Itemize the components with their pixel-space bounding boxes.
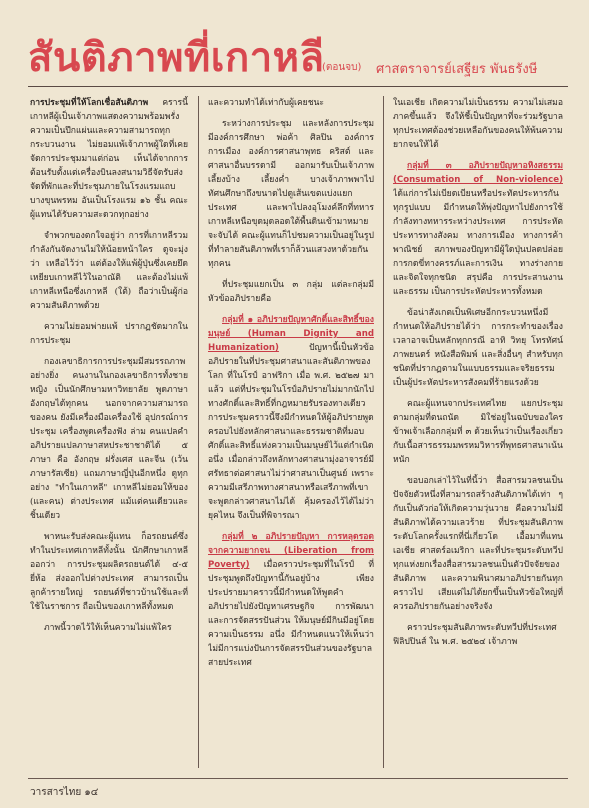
paragraph [393, 159, 563, 299]
paragraph: ความไม่ยอมพ่ายแพ้ ปรากฏชัดมากในการประชุม [30, 322, 188, 346]
page-footer: วารสารไทย ๑๔ [30, 787, 99, 798]
article-part-label: (ตอนจบ) [322, 62, 362, 73]
paragraph [208, 530, 374, 670]
paragraph: คราวประชุมสันติภาพระดับทวีปที่ประเทศฟิลิปปินส์ ใน พ.ศ. ๒๕๒๔ เจ้าภาพ [393, 623, 557, 647]
group-1-heading: กลุ่มที่ ๑ อภิปรายปัญหาศักดิ์และสิทธิ์ของมนุษย์ (Human Dignity and Humanization) [208, 315, 374, 353]
paragraph: พาหนะรับส่งคณะผู้แทน ก็อรถยนต์ซึ่งทำในประเทศเกาหลีทั้งนั้น นักศึกษาเกาหลีออกว่า การประชุมผลิตรถยนต์ได้ ๔-๕ ยี่ห้อ ส่งออกไปต่างประเทศ สามารถเป็นลูกค้ารายใหญ่ รถยนต์ที่ชาวบ้านใช้และที่ใช้ในราชการ ถือเป็นของเกาหลีทั้งหมด [30, 532, 188, 612]
paragraph-text: เมื่อคราวประชุมที่ในโรป์ ที่ประชุมพูดถึงปัญหานี้กันอยู่บ้าง เพียงประปรายมาคราวนี้มีกำหนดให้พูดคำอภิปรายไปยังปัญหาเศรษฐกิจ การพัฒนา และการจัดสรรปันส่วน ให้มนุษย์มีกินมีอยู่โดยความเป็นธรรม อนึ่ง มีกำหนดแนวให้เห็นว่าไม่มีการแบ่งปันการจัดสรรปันส่วนของรัฐบาลสายประเทศ [208, 560, 374, 668]
text-column-2 [208, 96, 374, 768]
paragraph: คณะผู้แทนจากประเทศไทย แยกประชุมตามกลุ่มที่ตนถนัด มิใช่อยู่ในฉบับของใคร ข้าพเจ้าเลือกกลุ่มที่ ๓ ด้วยเห็นว่าเป็นเรื่องเกี่ยวกับเนื้อสารธรรมมพรหมวิหารที่พุทธศาสนาเน้นหนัก [393, 399, 563, 465]
group-2-heading: กลุ่มที่ ๒ อภิปรายปัญหา การหลุดรอดจากความยากจน (Liberation from Poverty) [208, 532, 374, 570]
paragraph: กองเลขาธิการการประชุมมีสมรรถภาพอย่างยิ่ง คนงานในกองเลขาธิการทั้งชายหญิง เป็นนักศึกษามหาวิทยาลัย พูดภาษาอังกฤษได้ทุกคน นอกจากความสามารถของคน ยังมีเครื่องมือเครื่องใช้ อุปกรณ์การประชุม เครื่องพูดเครื่องฟัง ล่าม คนแปลคำอภิปรายแปลภาษาสหประชาชาติได้ ๕ ภาษา คือ อังกฤษ ฝรั่งเศส และจีน (เว้นภาษารัสเซีย) แถมภาษาญี่ปุ่นอีกหนึ่ง ดูทุกอย่าง "ทำในเกาหลี" เกาหลีไม่ยอมให้ของ (และคน) ต่างประเทศ แม้แต่คนเดียวและชิ้นเดียว [30, 357, 188, 521]
paragraph: ระหว่างการประชุม และหลังการประชุม มีองค์การศึกษา พ่อค้า ศิลปิน องค์การการเมือง องค์การศาสนาพุทธ คริสต์ และศาสนาอื่นบรรดามี ออกมารับเป็นเจ้าภาพเลี้ยงบ้าง เลี้ยงค่ำ บางเจ้าภาพพาไปทัศนศึกษาถึงขนาดไปดูเส้นเขตแบ่งแยกประเทศ และพาไปลงอุโมงค์ลึกที่ทหารเกาหลีเหนือขุดมุดลอดใต้พื้นดินเข้ามาหมายจะจับได้ คณะผู้แทนก็ไปชมความเป็นอยู่ในรูปที่ทำลายสันติภาพที่เราก็ล้วนแสวงหาด้วยกันทุกคน [208, 119, 374, 269]
paragraph-text: ได้แก่การไม่เบียดเบียนหรือประทัตประหารกันทุกรูปแบบ มีกำหนดให้พุ่งปัญหาไปยังการใช้กำลังทางทหารระหว่างประเทศ การประหัตประหารทางสังคม ทางการเมือง ทางการค้าพาณิชย์ สภาพของปัญหามีผู้ใดปุ่นปลดปล่อย การกดขี่ทางครรภ์และการเงิน ทางร่างกายและจิตใจทุกชนิด สรุปคือ การประสานงานและธรรม เป็นการประหัตประหารทั้งหมด [393, 189, 563, 297]
paragraph: ในเอเชีย เกิดความไม่เป็นธรรม ความไม่เสมอภาคขึ้นแล้ว จึงให้ชี้เป็นปัญหาที่จะร่วมรัฐบาลทุกประเทศต้องช่วยเหลือกันของคนให้พ้นความยากจนให้ได้ [393, 98, 563, 150]
paragraph: ขอบอกเล่าไว้ในที่นี้ว่า สื่อสารมวลชนเป็นปัจจัยตัวหนึ่งที่สามารถสร้างสันติภาพได้เท่า ๆ กับเป็นตัวก่อให้เกิดความวุ่นวาย คือความไม่มีสันติภาพได้ความเลวร้าย ที่ประชุมสันติภาพระดับโลกครั้งแรกที่นี่เกี่ยวโด เอื้อมาที่แทนเอเชีย ศาสตร์อเมริกา และที่ประชุมระดับทวีปทุกแห่งยกเรื่องสื่อสารมวลชนเป็นตัวปัจจัยของสันติภาพ และความพินาศมาอภิปรายกันทุกคราวไป เสียแต่ไม่ได้ยกขึ้นเป็นหัวข้อใหญ่ที่ควรอภิปรายกันอย่างจริงจัง [393, 476, 563, 612]
paragraph-text: ปัญหานี้เป็นหัวข้ออภิปรายในที่ประชุมศาสนาและสันติภาพของโลก ที่ในโรป์ อาฟริกา เมื่อ พ.ศ. ๒๕๒๗ มาแล้ว แต่ที่ประชุมในโรป์อภิปรายไม่มากนักไปทางศักดิ์และสิทธิ์ที่กฎหมายรับรองทางเดียว การประชุมคราวนี้จึงมีกำหนดให้ผู้อภิปรายพูดครอบไปยังหลักศาสนาและธรรมชาติที่มอบศักดิ์และสิทธิ์แห่งความเป็นมนุษย์ไว้แต่กำเนิด อนึ่ง เมื่อกล่าวถึงหลักทางศาสนามุ่งอาจารย์มีศรัทธาต่อศาสนาไม่ว่าศาสนาเป็นศูนย์ เพราะความมีเสรีภาพทางศาสนาหรือเสรีภาพที่เขาจะพูดกล่าวศาสนาไม่ได้ คุ้มครองไว้ได้ไม่ว่ายุคไหน จึงเป็นที่พิจารณา [208, 343, 374, 521]
article-title: สันติภาพที่เกาหลี [28, 35, 325, 81]
paragraph: ที่ประชุมแยกเป็น ๓ กลุ่ม แต่ละกลุ่มมีหัวข้ออภิปรายคือ [208, 280, 374, 304]
text-column-1 [30, 96, 188, 768]
paragraph: จำพวกของตกใจอยู่ว่า การที่เกาหลีรวมกำลังกันจัดงานไม่ให้น้อยหน้าใคร ดูจะมุ่งว่า เหลือไว้ว่า แต่ต้องให้แพ้ผู้ปุ่นซึ่งเคยยึดเหยียบเกาหลีไว้ในอาณัติ และต้องไม่แพ้เกาหลีเหนือซึ่งเกาหลี (ใต้) ถือว่าเป็นผู้ก่อความสันติภาพด้วย [30, 231, 188, 311]
group-3-heading: กลุ่มที่ ๓ อภิปรายปัญหาอหิงสธรรม (Consumation of Non-violence) [393, 161, 563, 185]
paragraph-text: ครารนี้ เกาหลีผู้เป็นเจ้าภาพแสดงความพร้อมพรั่ง ความเป็นปึกแผ่นและความสามารถทุกกระบวนงาน ไม่ยอมแพ้เจ้าภาพผู้ใดที่เคยจัดการประชุมมาแต่ก่อน เห็นได้จากการต้อนรับตั้งแต่เครื่องบินลงสนามวิธีจัดรับส่ง จัดที่พักและที่ประชุมภายในโรงแรมแถบบางขุนพรหม อันเป็นโรงแรม ๑๖ ชั้น คณะผู้แทนได้รับความสะดวกทุกอย่าง [30, 98, 188, 220]
header-rule [28, 86, 568, 87]
paragraph: ภาพนี้วาดไว้ให้เห็นความไม่แพ้ใคร [44, 623, 172, 633]
column-divider [383, 96, 384, 768]
text-column-3 [393, 96, 563, 768]
paragraph: และความทำได้เท่ากับผู้เคยชนะ [208, 98, 325, 108]
article-author: ศาสตราจารย์เสฐียร พันธรังษี [376, 62, 538, 77]
paragraph [208, 313, 374, 523]
section-heading: การประชุมที่ให้โลกเชื่อสันติภาพ [30, 98, 149, 108]
footer-rule [28, 778, 568, 779]
paragraph [30, 96, 188, 222]
paragraph: ข้อน่าสังเกตเป็นพิเศษอีกกระบวนหนึ่งมีกำหนดให้อภิปรายได้ว่า การกระทำของเรื่องเวลาอาจเป็นหลักทุกกรณี อาทิ วิทยุ โทรทัศน์ ภาพยนตร์ หนังสือพิมพ์ และสิ่งอื่นๆ สำหรับทุกชนิดที่ปรากฏตามในแบบธรรมและจริยธรรมเป็นผู้ประหัตประหารสังคมที่ร้ายแรงด้วย [393, 308, 563, 388]
column-divider [198, 96, 199, 768]
